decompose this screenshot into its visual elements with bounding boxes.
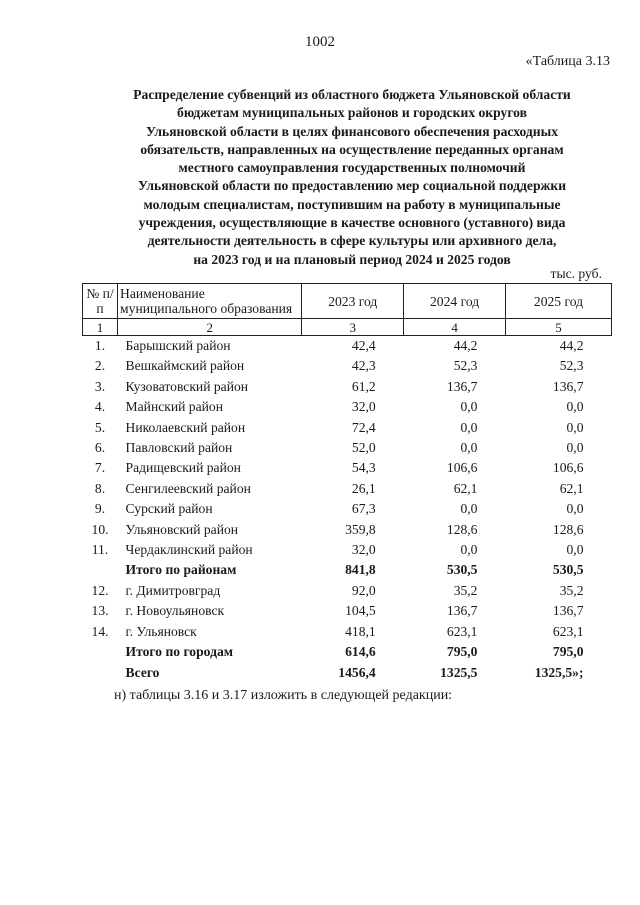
table-row	[83, 499, 612, 519]
value-2023: 72,4	[351, 419, 376, 435]
municipality-name: Итого по районам	[125, 562, 237, 578]
value-2023: 52,0	[351, 440, 376, 456]
header-num: № п/п	[83, 284, 118, 319]
value-2024: 1325,5	[440, 664, 478, 680]
municipality-name: Барышский район	[125, 338, 231, 353]
row-number: 10.	[91, 521, 109, 537]
table-row	[83, 540, 612, 560]
title-line: местного самоуправления государственных полномочий	[178, 160, 526, 176]
row-number: 1.	[94, 338, 106, 353]
header-2024: 2024 год	[404, 284, 506, 319]
title-line: на 2023 год и на плановый период 2024 и 2025 годов	[193, 251, 511, 267]
value-2023: 359,8	[345, 521, 376, 537]
value-2023: 42,3	[351, 358, 376, 374]
row-number: 8.	[94, 480, 106, 496]
municipality-name: Сенгилеевский район	[125, 480, 251, 496]
title-line: учреждения, осуществляющие в качестве основного (уставного) вида	[138, 215, 566, 231]
column-number-row	[83, 319, 612, 336]
title-line: Ульяновской области по предоставлению мер социальной поддержки	[137, 178, 567, 194]
row-number: 7.	[94, 460, 106, 476]
value-2025: 52,3	[559, 358, 584, 374]
total-row	[83, 560, 612, 580]
value-2024: 0,0	[460, 542, 478, 558]
table-body	[83, 336, 612, 683]
value-2024: 136,7	[446, 603, 478, 619]
footer-note: н) таблицы 3.16 и 3.17 изложить в следующей редакции:	[114, 688, 453, 703]
table-row	[83, 479, 612, 499]
table-row	[83, 520, 612, 540]
municipality-name: Вешкаймский район	[125, 358, 245, 374]
value-2024: 0,0	[460, 399, 478, 415]
row-number	[83, 663, 118, 683]
municipality-name: Радищевский район	[125, 460, 241, 476]
row-number: 11.	[91, 542, 109, 558]
value-2025: 0,0	[566, 399, 584, 415]
page-number: 1002	[305, 34, 335, 50]
table-row	[83, 438, 612, 458]
value-2024: 530,5	[446, 562, 478, 578]
value-2023: 614,6	[345, 644, 376, 660]
document-title	[90, 86, 614, 269]
row-number: 2.	[94, 358, 106, 374]
municipality-name: Ульяновский район	[125, 521, 239, 537]
municipality-name: г. Новоульяновск	[125, 603, 225, 619]
value-2024: 128,6	[446, 521, 478, 537]
municipality-name: г. Ульяновск	[125, 623, 197, 639]
title-line: бюджетам муниципальных районов и городских округов	[177, 105, 527, 121]
municipality-name: Кузоватовский район	[125, 378, 249, 394]
value-2024: 35,2	[453, 582, 478, 598]
municipality-name: г. Димитровград	[125, 582, 221, 598]
value-2023: 61,2	[351, 378, 376, 394]
value-2025: 623,1	[552, 623, 584, 639]
column-number: 1	[83, 319, 118, 336]
row-number	[83, 642, 118, 662]
municipality-name: Всего	[125, 664, 160, 680]
value-2023: 26,1	[351, 480, 376, 496]
value-2023: 67,3	[351, 501, 376, 517]
municipality-name: Павловский район	[125, 440, 233, 456]
value-2023: 42,4	[351, 338, 376, 353]
value-2025: 0,0	[566, 501, 584, 517]
value-2025: 0,0	[566, 542, 584, 558]
value-2024: 106,6	[446, 460, 478, 476]
row-number: 5.	[94, 419, 106, 435]
value-2025: 0,0	[566, 440, 584, 456]
row-number: 9.	[94, 501, 106, 517]
municipality-name: Майнский район	[125, 399, 223, 415]
total-row	[83, 642, 612, 662]
value-2025: 795,0	[552, 644, 584, 660]
value-2024: 44,2	[453, 338, 478, 353]
table-row	[83, 397, 612, 417]
value-2025: 62,1	[559, 480, 584, 496]
municipality-name: Сурский район	[125, 501, 213, 517]
table-row	[83, 418, 612, 438]
value-2024: 623,1	[446, 623, 478, 639]
row-number: 4.	[94, 399, 106, 415]
title-line: молодым специалистам, поступившим на работу в муниципальные	[143, 196, 561, 212]
table-row	[83, 458, 612, 478]
row-number: 14.	[91, 623, 109, 639]
value-2025: 530,5	[552, 562, 584, 578]
municipality-name: Чердаклинский район	[125, 542, 253, 558]
column-number: 5	[505, 319, 611, 336]
municipality-name: Итого по городам	[125, 644, 234, 660]
value-2023: 104,5	[345, 603, 376, 619]
value-2023: 54,3	[351, 460, 376, 476]
header-name: Наименование муниципального образования	[118, 284, 302, 319]
table-row	[83, 336, 612, 357]
column-number: 2	[118, 319, 302, 336]
header-2025: 2025 год	[505, 284, 611, 319]
value-2024: 0,0	[460, 501, 478, 517]
value-2024: 795,0	[446, 644, 478, 660]
column-number: 3	[302, 319, 404, 336]
value-2023: 32,0	[351, 542, 376, 558]
value-2025: 0,0	[566, 419, 584, 435]
value-2023: 418,1	[345, 623, 376, 639]
value-2025: 136,7	[552, 378, 584, 394]
value-2024: 0,0	[460, 440, 478, 456]
table-row	[83, 356, 612, 376]
row-number: 3.	[94, 378, 106, 394]
title-line: обязательств, направленных на осуществление переданных органам	[140, 141, 564, 157]
title-line: Распределение субвенций из областного бюджета Ульяновской области	[133, 87, 571, 102]
header-2023: 2023 год	[302, 284, 404, 319]
row-number: 6.	[94, 440, 106, 456]
value-2025: 106,6	[552, 460, 584, 476]
table-row	[83, 622, 612, 642]
value-2025: 44,2	[559, 338, 584, 353]
total-row	[83, 663, 612, 683]
table-header-row	[83, 284, 612, 319]
title-line: деятельности деятельность в сфере культуры или архивного дела,	[147, 233, 557, 249]
value-2025: 1325,5»;	[534, 664, 584, 680]
column-number: 4	[404, 319, 506, 336]
municipality-name: Николаевский район	[125, 419, 246, 435]
value-2023: 1456,4	[338, 664, 376, 680]
table-row	[83, 581, 612, 601]
value-2025: 35,2	[559, 582, 584, 598]
table-reference: «Таблица 3.13	[525, 54, 610, 69]
title-line: Ульяновской области в целях финансового обеспечения расходных	[145, 123, 559, 139]
row-number: 12.	[91, 582, 109, 598]
table-row	[83, 601, 612, 621]
value-2024: 62,1	[453, 480, 478, 496]
value-2024: 52,3	[453, 358, 478, 374]
row-number: 13.	[91, 603, 109, 619]
value-2025: 128,6	[552, 521, 584, 537]
subvention-table	[82, 283, 612, 683]
value-2025: 136,7	[552, 603, 584, 619]
table-row	[83, 377, 612, 397]
value-2024: 0,0	[460, 419, 478, 435]
value-2024: 136,7	[446, 378, 478, 394]
units-label: тыс. руб.	[550, 266, 602, 281]
value-2023: 32,0	[351, 399, 376, 415]
value-2023: 92,0	[351, 582, 376, 598]
row-number	[83, 560, 118, 580]
value-2023: 841,8	[345, 562, 376, 578]
